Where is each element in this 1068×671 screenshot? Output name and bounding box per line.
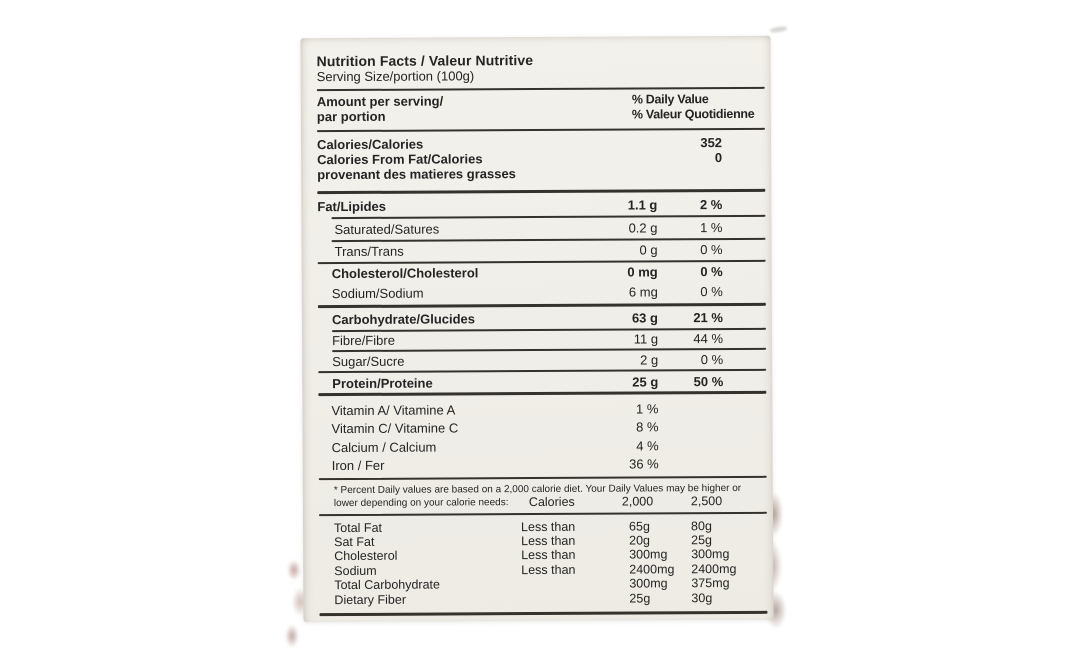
table-cell-label: Total Fat bbox=[334, 520, 383, 535]
nutrient-row-sodium bbox=[318, 284, 766, 302]
vitamin-dv: 1 % bbox=[635, 400, 659, 416]
amount-per-serving-header bbox=[317, 93, 632, 125]
table-cell-2500: 375mg bbox=[691, 576, 730, 591]
table-cell-2500: 300mg bbox=[691, 547, 730, 562]
nutrient-label: Trans/Trans bbox=[334, 243, 404, 259]
nutrient-row-fat bbox=[317, 196, 765, 214]
column-header bbox=[317, 92, 765, 124]
nutrient-label: Cholesterol/Cholesterol bbox=[331, 265, 479, 282]
nutrient-row-saturated bbox=[317, 219, 765, 237]
nutrient-dv: 0 % bbox=[700, 264, 723, 280]
table-cell-2500: 80g bbox=[690, 518, 712, 533]
footnote-text-line1: * Percent Daily values are based on a 2,000 calorie diet. Your Daily Values may be higher or bbox=[333, 482, 742, 496]
daily-value-header-line2: % Valeur Quotidienne bbox=[631, 106, 755, 122]
daily-value-header-line1: % Daily Value bbox=[631, 92, 709, 107]
table-cell-2500: 25g bbox=[691, 532, 713, 548]
table-cell-qualifier: Less than bbox=[520, 519, 576, 534]
calories-from-fat-row-fr bbox=[317, 165, 765, 182]
micronutrients-section bbox=[318, 399, 766, 475]
table-cell-label: Cholesterol bbox=[334, 549, 398, 564]
vitamin-label: Vitamin C/ Vitamine C bbox=[331, 420, 459, 437]
table-cell-2000: 65g bbox=[628, 518, 650, 534]
table-cell-qualifier bbox=[521, 577, 629, 592]
nutrient-label: Protein/Proteine bbox=[332, 375, 433, 392]
vitamin-dv: 8 % bbox=[636, 419, 659, 435]
calories-value: 352 bbox=[700, 135, 723, 151]
table-cell-label: Total Carbohydrate bbox=[334, 577, 440, 593]
nutrient-amount: 0 g bbox=[639, 241, 658, 257]
table-cell-qualifier bbox=[521, 591, 629, 606]
table-cell-2000: 2400mg bbox=[629, 562, 675, 577]
nutrient-label: Saturated/Satures bbox=[334, 221, 440, 237]
nutrition-facts-label bbox=[300, 36, 773, 622]
nutrient-dv: 0 % bbox=[700, 284, 723, 300]
nutrient-row-sugar bbox=[318, 351, 766, 369]
divider bbox=[319, 475, 767, 479]
footnote-text-line2: lower depending on your calorie needs: bbox=[333, 496, 509, 509]
amount-header-line1: Amount per serving/ bbox=[316, 93, 444, 110]
serving-size: Serving Size/portion (100g) bbox=[316, 68, 475, 85]
label-title: Nutrition Facts / Valeur Nutritive bbox=[316, 52, 534, 70]
nutrient-amount: 1.1 g bbox=[627, 196, 658, 213]
nutrient-amount: 63 g bbox=[631, 309, 658, 326]
table-cell-label: Sodium bbox=[334, 563, 377, 578]
table-cell-2000: 300mg bbox=[629, 547, 668, 562]
table-cell-2500: 30g bbox=[691, 590, 713, 605]
nutrient-dv: 21 % bbox=[693, 309, 723, 325]
daily-values-footnote bbox=[319, 481, 767, 509]
footnote-col-2000: 2,000 bbox=[621, 493, 654, 509]
daily-value-header bbox=[632, 92, 765, 123]
divider bbox=[318, 303, 766, 308]
table-cell-label: Sat Fat bbox=[334, 534, 375, 549]
divider bbox=[317, 189, 765, 194]
table-cell-qualifier: Less than bbox=[521, 562, 576, 577]
nutrient-row-carbohydrate bbox=[318, 309, 766, 327]
nutrient-label: Carbohydrate/Glucides bbox=[331, 310, 476, 327]
table-cell-2000: 20g bbox=[629, 533, 651, 548]
vitamin-dv: 4 % bbox=[636, 437, 659, 453]
nutrient-amount: 0 mg bbox=[627, 264, 658, 280]
table-cell-label: Dietary Fiber bbox=[334, 592, 406, 607]
footnote-col-2500: 2,500 bbox=[690, 493, 723, 508]
nutrient-amount: 6 mg bbox=[628, 284, 658, 300]
vitamin-label: Vitamin A/ Vitamine A bbox=[331, 401, 456, 418]
divider bbox=[331, 214, 765, 218]
calories-section bbox=[317, 135, 765, 182]
calories-from-fat-label: Calories From Fat/Calories bbox=[317, 151, 483, 168]
nutrient-dv: 44 % bbox=[693, 330, 724, 346]
nutrient-dv: 2 % bbox=[699, 196, 723, 212]
nutrient-label: Sodium/Sodium bbox=[331, 285, 424, 302]
reference-table bbox=[319, 518, 767, 607]
table-cell-qualifier: Less than bbox=[521, 533, 576, 548]
nutrient-row-fibre bbox=[318, 330, 766, 348]
nutrient-row-protein bbox=[318, 374, 766, 392]
table-cell-2500: 2400mg bbox=[691, 561, 737, 576]
nutrient-dv: 0 % bbox=[700, 351, 724, 367]
nutrient-dv: 1 % bbox=[700, 219, 723, 235]
nutrient-amount: 2 g bbox=[640, 351, 659, 367]
nutrient-amount: 0.2 g bbox=[628, 219, 658, 236]
nutrient-amount: 11 g bbox=[633, 330, 659, 346]
calories-from-fat-value: 0 bbox=[714, 150, 723, 166]
divider bbox=[317, 128, 765, 132]
calories-label: Calories/Calories bbox=[316, 136, 424, 153]
vitamin-label: Iron / Fer bbox=[331, 457, 385, 474]
nutrient-label: Sugar/Sucre bbox=[332, 353, 405, 369]
footnote-calories-header: Calories bbox=[528, 494, 575, 509]
calories-from-fat-label-fr: provenant des matieres grasses bbox=[317, 166, 516, 183]
nutrient-dv: 0 % bbox=[700, 241, 723, 257]
table-cell-2000: 300mg bbox=[629, 576, 668, 591]
vitamin-dv: 36 % bbox=[629, 456, 659, 472]
nutrient-amount: 25 g bbox=[632, 374, 659, 390]
divider bbox=[319, 511, 767, 515]
table-cell-qualifier: Less than bbox=[521, 548, 576, 563]
divider bbox=[317, 87, 765, 91]
vitamin-row-a bbox=[318, 399, 766, 420]
amount-header-line2: par portion bbox=[316, 108, 386, 125]
vitamin-label: Calcium / Calcium bbox=[331, 439, 437, 455]
vitamin-row-c bbox=[318, 418, 766, 439]
calcium-row bbox=[319, 436, 767, 457]
nutrient-row-cholesterol bbox=[318, 264, 766, 282]
iron-row bbox=[319, 455, 767, 476]
nutrient-row-trans bbox=[318, 241, 766, 259]
package-smudge-top-right bbox=[770, 26, 788, 34]
table-cell-2000: 25g bbox=[629, 590, 651, 606]
calories-from-fat-row bbox=[317, 150, 765, 167]
nutrient-label: Fat/Lipides bbox=[317, 198, 387, 214]
divider bbox=[319, 611, 767, 616]
nutrient-label: Fibre/Fibre bbox=[332, 332, 395, 348]
table-row-dietary-fiber bbox=[319, 590, 767, 607]
nutrient-dv: 50 % bbox=[693, 374, 724, 390]
